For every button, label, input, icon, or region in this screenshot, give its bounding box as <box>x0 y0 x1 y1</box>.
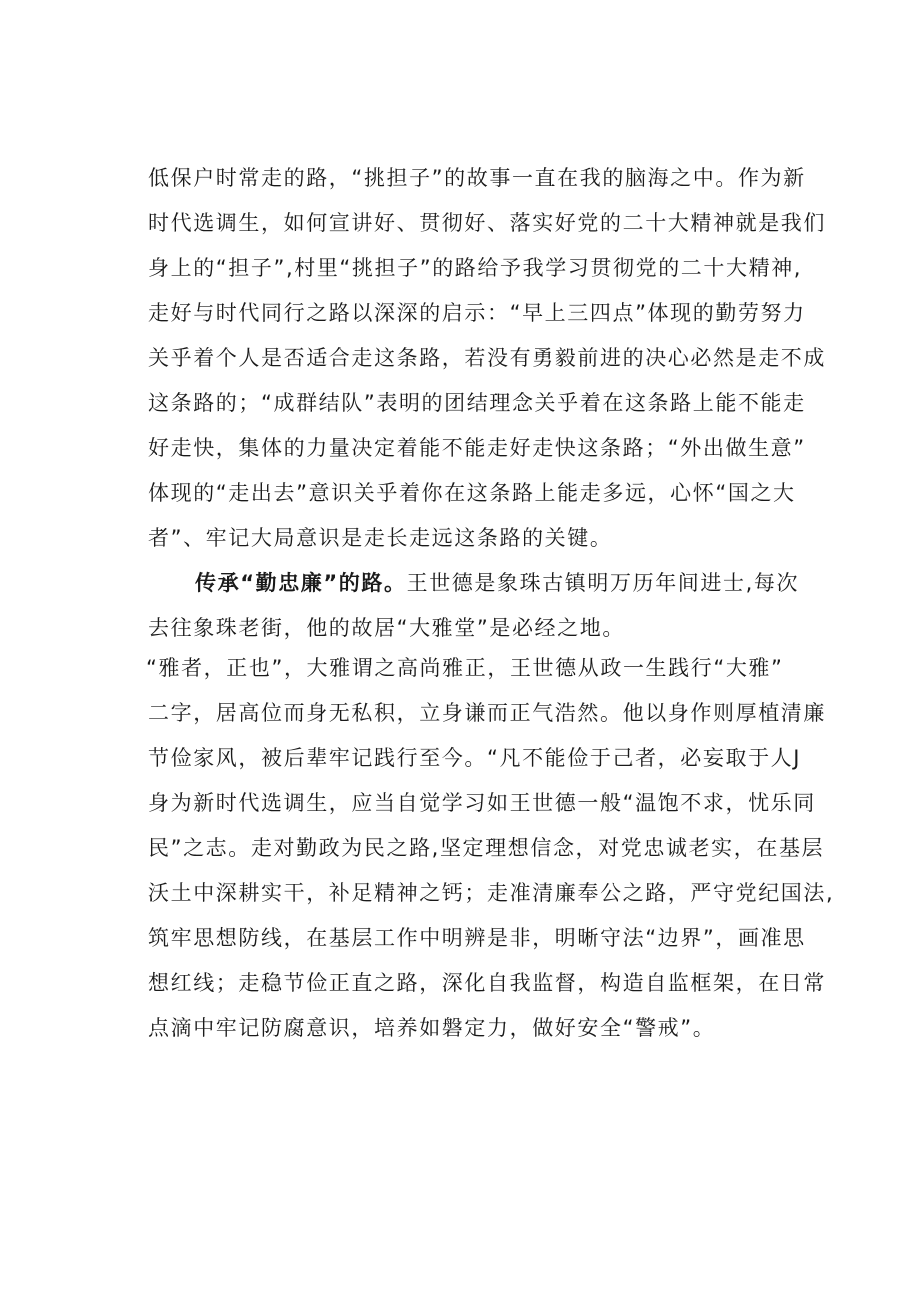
paragraph1-line-9: 者”、牢记大局意识是走长走远这条路的关键。 <box>148 526 613 550</box>
paragraph1-line-1: 低保户时常走的路，“挑担子”的故事一直在我的脑海之中。作为新 <box>148 166 806 190</box>
paragraph1-line-3: 身上的“担子”,村里“挑担子”的路给予我学习贯彻党的二十大精神, <box>148 256 803 280</box>
paragraph2-line-1-text: 王世德是象珠古镇明万历年间进士,每次 <box>406 571 800 595</box>
paragraph2-line-6: 身为新时代选调生，应当自觉学习如王世德一般“温饱不求，忧乐同 <box>148 791 816 815</box>
paragraph2-line-4: 二字，居高位而身无私积，立身谦而正气浩然。他以身作则厚植清廉 <box>148 701 826 725</box>
paragraph1-line-2: 时代选调生，如何宣讲好、贯彻好、落实好党的二十大精神就是我们 <box>148 211 826 235</box>
paragraph2-line-9: 筑牢思想防线，在基层工作中明辨是非，明晰守法“边界”，画准思 <box>148 926 806 950</box>
paragraph2-line-8: 沃土中深耕实干，补足精神之钙；走准清廉奉公之路，严守党纪国法, <box>148 881 835 905</box>
paragraph1-line-6: 这条路的；“成群结队”表明的团结理念关乎着在这条路上能不能走 <box>148 391 806 415</box>
paragraph1-line-8: 体现的“走出去”意识关乎着你在这条路上能走多远，心怀“国之大 <box>148 481 796 505</box>
paragraph2-line-2: 去往象珠老街，他的故居“大雅堂”是必经之地。 <box>148 616 625 640</box>
paragraph1-line-7: 好走快，集体的力量决定着能不能走好走快这条路；“外出做生意” <box>148 436 806 460</box>
paragraph1-line-5: 关乎着个人是否适合走这条路，若没有勇毅前进的决心必然是走不成 <box>148 346 826 370</box>
paragraph2-line-10: 想红线；走稳节俭正直之路，深化自我监督，构造自监框架，在日常 <box>148 971 826 995</box>
paragraph2-line-7: 民”之志。走对勤政为民之路,坚定理想信念，对党忠诚老实，在基层 <box>148 836 825 860</box>
paragraph2-line-5: 节俭家风，被后辈牢记践行至今。“凡不能俭于己者，必妄取于人J <box>148 746 802 770</box>
paragraph2-line-1 <box>195 568 799 598</box>
paragraph2-line-11: 点滴中牢记防腐意识，培养如磐定力，做好安全“警戒”。 <box>148 1016 716 1040</box>
paragraph1-line-4: 走好与时代同行之路以深深的启示：“早上三四点”体现的勤劳努力 <box>148 301 806 325</box>
paragraph2-line-3: “雅者，正也”，大雅谓之高尚雅正，王世德从政一生践行“大雅” <box>146 656 784 680</box>
section-heading: 传承“勤忠廉”的路。 <box>195 571 407 595</box>
